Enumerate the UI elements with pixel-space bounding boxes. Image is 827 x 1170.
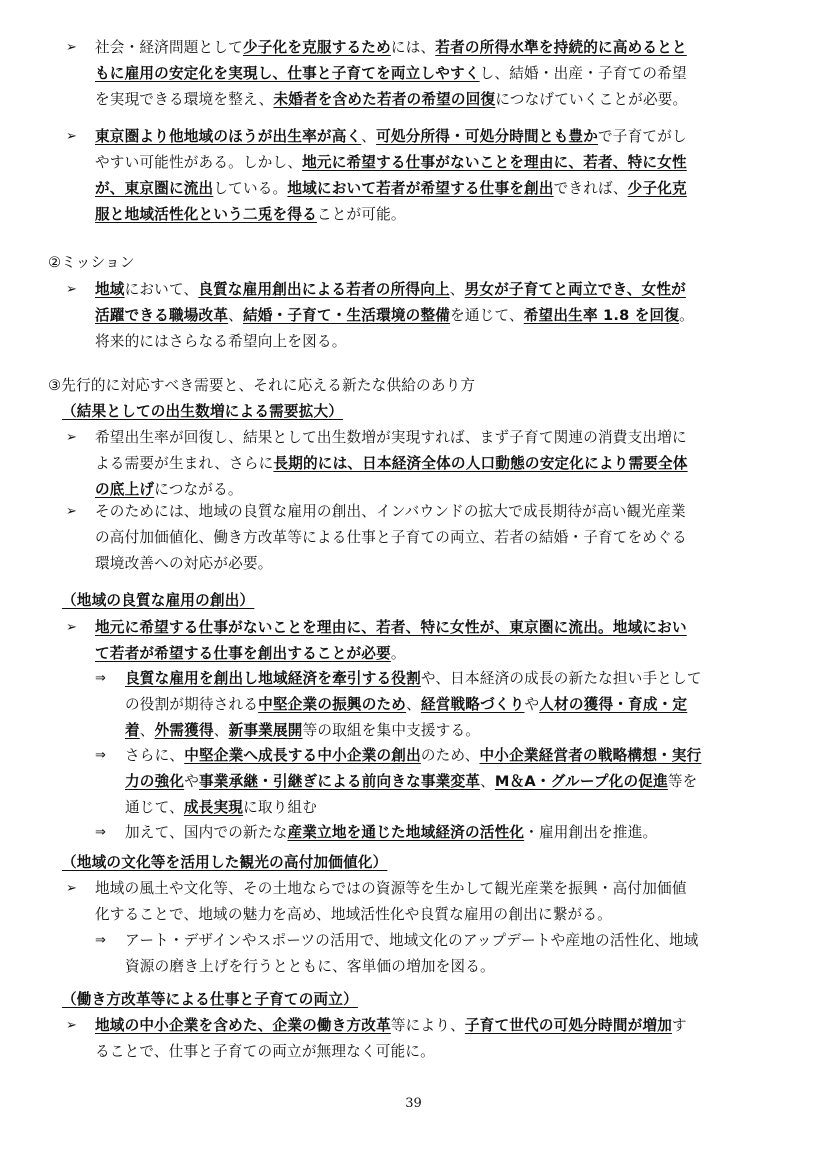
text-line bbox=[125, 769, 697, 795]
bullet-icon: ➢ bbox=[66, 620, 77, 635]
page-number: 39 bbox=[405, 1096, 422, 1111]
emphasized-text: 外需獲得 bbox=[154, 722, 214, 739]
text-line bbox=[95, 87, 687, 113]
text-line bbox=[95, 329, 347, 355]
subheading-work-style: （働き方改革等による仕事と子育ての両立） bbox=[62, 991, 358, 1008]
text-span: そのためには、地域の良質な雇用の創出、インバウンドの拡大で成長期待が高い観光産業 bbox=[95, 503, 686, 520]
text-line bbox=[95, 202, 406, 228]
emphasized-text: 新事業展開 bbox=[228, 722, 303, 739]
text-span: や、日本経済の成長の新たな担い手として bbox=[420, 670, 702, 687]
bullet-icon: ➢ bbox=[66, 504, 77, 519]
emphasized-text: 地域の中小企業を含めた、企業の働き方改革 bbox=[95, 1017, 391, 1034]
text-span: 、 bbox=[228, 307, 243, 324]
emphasized-text: 結婚・子育て・生活環境の整備 bbox=[242, 307, 451, 324]
emphasized-text: 地域において若者が希望する仕事を創出 bbox=[287, 180, 554, 197]
emphasized-text: の底上げ bbox=[95, 481, 155, 498]
emphasized-text: 活躍できる職場改革 bbox=[95, 307, 229, 324]
text-line bbox=[125, 795, 317, 821]
text-line bbox=[95, 124, 687, 150]
text-span: している。 bbox=[213, 180, 288, 197]
subheading-demand-expansion: （結果としての出生数増による需要拡大） bbox=[62, 403, 344, 420]
emphasized-text: 中堅企業へ成長する中小企業の創出 bbox=[184, 747, 421, 764]
text-line bbox=[95, 303, 694, 329]
emphasized-text: 人材の獲得・育成・定 bbox=[539, 696, 688, 713]
emphasized-text: 可処分所得・可処分時間とも豊か bbox=[376, 128, 599, 145]
emphasized-text: 地域 bbox=[95, 281, 125, 298]
emphasized-text: 経営戦略づくり bbox=[420, 696, 525, 713]
text-span: ことが可能。 bbox=[316, 206, 406, 223]
text-span: ・雇用創出を推進。 bbox=[524, 824, 658, 841]
text-line bbox=[95, 876, 687, 902]
bullet-icon: ➢ bbox=[66, 129, 77, 144]
emphasized-text: もに雇用の安定化を実現し、仕事と子育てを両立しやすく bbox=[95, 65, 480, 82]
bullet-icon: ➢ bbox=[66, 881, 77, 896]
text-line bbox=[125, 954, 495, 980]
text-span: 。 bbox=[390, 645, 406, 662]
emphasized-text: 産業立地を通じた地域経済の活性化 bbox=[287, 824, 525, 841]
emphasized-text: 若者の所得水準を持続的に高めるとと bbox=[435, 39, 687, 56]
text-span: 希望出生率が回復し、結果として出生数増が実現すれば、まず子育て関連の消費支出増に bbox=[95, 429, 687, 446]
emphasized-text: M＆A・グループ化の促進 bbox=[494, 773, 668, 790]
text-line bbox=[95, 277, 686, 303]
text-line bbox=[125, 743, 701, 769]
text-span: を通じて、 bbox=[450, 307, 524, 324]
bullet-icon: ➢ bbox=[66, 282, 77, 297]
text-span: 、 bbox=[406, 696, 421, 713]
text-span: 等により、 bbox=[390, 1017, 465, 1034]
emphasized-text: が、東京圏に流出 bbox=[95, 180, 214, 197]
text-span: 将来的にはさらなる希望向上を図る。 bbox=[95, 333, 347, 350]
text-line bbox=[95, 902, 612, 928]
emphasized-text: て若者が希望する仕事を創出することが必要 bbox=[95, 645, 391, 662]
text-span: 、 bbox=[139, 722, 155, 739]
text-span: のため、 bbox=[420, 747, 480, 764]
text-span: で子育てがし bbox=[598, 128, 687, 145]
emphasized-text: 希望出生率 1.8 を回復 bbox=[523, 307, 680, 324]
text-span: 等を bbox=[667, 773, 698, 790]
text-span: や bbox=[524, 696, 540, 713]
emphasized-text: 地元に希望する仕事がないことを理由に、若者、特に女性が、東京圏に流出。地域におい bbox=[95, 619, 687, 636]
arrow-icon: ⇒ bbox=[95, 825, 106, 840]
text-span: 、 bbox=[361, 128, 377, 145]
emphasized-text: 東京圏より他地域のほうが出生率が高く bbox=[95, 128, 362, 145]
text-span: す bbox=[672, 1017, 687, 1034]
text-span: し、結婚・出産・子育ての希望 bbox=[479, 65, 687, 82]
text-line bbox=[95, 35, 687, 61]
emphasized-text: 地元に希望する仕事がないことを理由に、若者、特に女性 bbox=[302, 154, 687, 171]
emphasized-text: 事業承継・引継ぎによる前向きな事業変革 bbox=[198, 773, 481, 790]
text-line bbox=[95, 425, 687, 451]
text-line bbox=[95, 525, 687, 551]
emphasized-text: 良質な雇用創出による若者の所得向上 bbox=[198, 281, 450, 298]
text-span: に取り組む bbox=[243, 799, 318, 816]
emphasized-text: 長期的には、日本経済全体の人口動態の安定化により需要全体 bbox=[273, 455, 688, 472]
emphasized-text: 男女が子育てと両立でき、女性が bbox=[464, 281, 686, 298]
text-line bbox=[95, 1013, 687, 1039]
emphasized-text: 中堅企業の振興のため bbox=[258, 696, 407, 713]
text-span: よる需要が生まれ、さらに bbox=[95, 455, 274, 472]
text-span: や bbox=[184, 773, 199, 790]
bullet-icon: ➢ bbox=[66, 430, 77, 445]
text-line bbox=[95, 551, 273, 577]
emphasized-text: 少子化克 bbox=[627, 180, 687, 197]
text-span: やすい可能性がある。しかし、 bbox=[95, 154, 303, 171]
text-span: 、 bbox=[449, 281, 465, 298]
text-line bbox=[95, 150, 687, 176]
text-span: には、 bbox=[390, 39, 436, 56]
text-span: 社会・経済問題として bbox=[95, 39, 243, 56]
bullet-icon: ➢ bbox=[66, 1018, 77, 1033]
arrow-icon: ⇒ bbox=[95, 933, 106, 948]
text-span: につなげていくことが必要。 bbox=[495, 91, 688, 108]
text-span: 、 bbox=[213, 722, 229, 739]
text-line bbox=[95, 1039, 435, 1065]
subheading-tourism: （地域の文化等を活用した観光の高付加価値化） bbox=[62, 854, 388, 871]
text-line bbox=[95, 641, 406, 667]
emphasized-text: 未婚者を含めた若者の希望の回復 bbox=[273, 91, 496, 108]
text-span: 。 bbox=[679, 307, 694, 324]
mission-heading: ②ミッション bbox=[48, 254, 135, 271]
text-line bbox=[95, 176, 687, 202]
demand-heading: ③先行的に対応すべき需要と、それに応える新たな供給のあり方 bbox=[48, 377, 476, 394]
text-span: 資源の磨き上げを行うとともに、客単価の増加を図る。 bbox=[125, 958, 495, 975]
text-span: アート・デザインやスポーツの活用で、地域文化のアップデートや産地の活性化、地域 bbox=[125, 932, 699, 949]
text-line bbox=[125, 666, 702, 692]
text-span: 等の取組を集中支援する。 bbox=[302, 722, 481, 739]
text-line bbox=[95, 451, 688, 477]
emphasized-text: 成長実現 bbox=[183, 799, 244, 816]
emphasized-text: 少子化を克服するため bbox=[242, 39, 391, 56]
text-line bbox=[125, 820, 657, 846]
text-line bbox=[125, 718, 480, 744]
emphasized-text: 良質な雇用を創出し地域経済を牽引する役割 bbox=[125, 670, 421, 687]
emphasized-text: 子育て世代の可処分時間が増加 bbox=[464, 1017, 672, 1034]
text-span: 加えて、国内での新たな bbox=[125, 824, 288, 841]
subheading-regional-jobs: （地域の良質な雇用の創出） bbox=[62, 592, 255, 609]
arrow-icon: ⇒ bbox=[95, 671, 106, 686]
text-line bbox=[95, 499, 686, 525]
text-line bbox=[125, 928, 699, 954]
text-span: 通じて、 bbox=[125, 799, 184, 816]
emphasized-text: 力の強化 bbox=[125, 773, 185, 790]
text-span: につながる。 bbox=[154, 481, 243, 498]
text-span: さらに、 bbox=[125, 747, 185, 764]
text-span: 、 bbox=[480, 773, 495, 790]
text-line bbox=[125, 692, 687, 718]
text-span: の役割が期待される bbox=[125, 696, 259, 713]
emphasized-text: 中小企業経営者の戦略構想・実行 bbox=[479, 747, 702, 764]
bullet-icon: ➢ bbox=[66, 40, 77, 55]
text-span: 化することで、地域の魅力を高め、地域活性化や良質な雇用の創出に繋がる。 bbox=[95, 906, 612, 923]
arrow-icon: ⇒ bbox=[95, 748, 106, 763]
text-span: において、 bbox=[124, 281, 199, 298]
text-span: ることで、仕事と子育ての両立が無理なく可能に。 bbox=[95, 1043, 435, 1060]
text-line bbox=[95, 615, 687, 641]
text-span: できれば、 bbox=[553, 180, 628, 197]
text-span: を実現できる環境を整え、 bbox=[95, 91, 274, 108]
text-span: の高付加価値化、働き方改革等による仕事と子育ての両立、若者の結婚・子育てをめぐる bbox=[95, 529, 687, 546]
emphasized-text: 服と地域活性化という二兎を得る bbox=[95, 206, 317, 223]
emphasized-text: 着 bbox=[125, 722, 140, 739]
text-line bbox=[95, 61, 687, 87]
text-span: 環境改善への対応が必要。 bbox=[95, 555, 273, 572]
text-span: 地域の風土や文化等、その土地ならではの資源等を生かして観光産業を振興・高付加価値 bbox=[95, 880, 687, 897]
